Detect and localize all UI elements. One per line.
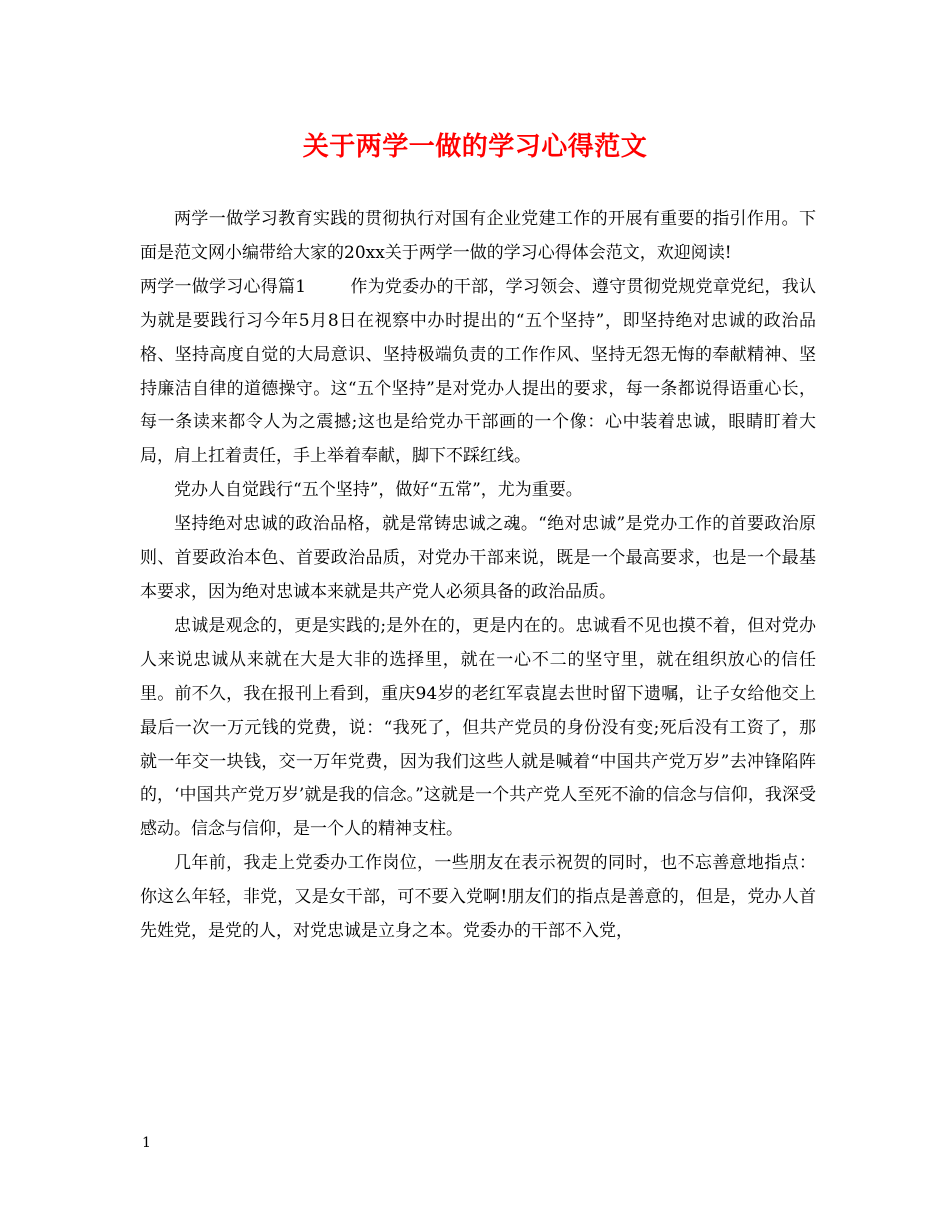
body-paragraph: 党办人自觉践行“五个坚持”，做好“五常”，尤为重要。 [174,480,583,501]
document-body [140,203,816,949]
body-paragraph: 坚持绝对忠诚的政治品格，就是常铸忠诚之魂。“绝对忠诚”是党办工作的首要政治原则、首要政治本色、首要政治品质，对党办干部来说，既是一个最高要求，也是一个最基本要求，因为绝对忠诚本来就是共产党人必须具备的政治品质。 [140,514,816,602]
intro-paragraph: 两学一做学习教育实践的贯彻执行对国有企业党建工作的开展有重要的指引作用。下面是范文网小编带给大家的20xx关于两学一做的学习心得体会范文，欢迎阅读! [140,209,816,263]
section-paragraph-1-text: 作为党委办的干部，学习领会、遵守贯彻党规党章党纪，我认为就是要践行习今年5月8日在视察中办时提出的“五个坚持”，即坚持绝对忠诚的政治品格、坚持高度自觉的大局意识、坚持极端负责的工作作风、坚持无怨无悔的奉献精神、坚持廉洁自律的道德操守。这“五个坚持”是对党办人提出的要求，每一条都说得语重心长，每一条读来都令人为之震撼;这也是给党办干部画的一个像：心中装着忠诚，眼睛盯着大局，肩上扛着责任，手上举着奉献，脚下不踩红线。 [140,276,816,467]
section-heading: 两学一做学习心得篇1 [140,276,307,297]
section-paragraph-1 [140,271,816,474]
body-paragraph: 忠诚是观念的，更是实践的;是外在的，更是内在的。忠诚看不见也摸不着，但对党办人来说忠诚从来就在大是大非的选择里，就在一心不二的坚守里，就在组织放心的信任里。前不久，我在报刊上看到，重庆94岁的老红军袁崑去世时留下遗嘱，让子女给他交上最后一次一万元钱的党费，说：“我死了，但共产党员的身份没有变;死后没有工资了，那就一年交一块钱，交一万年党费，因为我们这些人就是喊着“中国共产党万岁”去冲锋陷阵的，‘中国共产党万岁’就是我的信念。”这就是一个共产党人至死不渝的信念与信仰，我深受感动。信念与信仰，是一个人的精神支柱。 [140,615,816,840]
page-number: 1 [142,1135,151,1151]
document-title: 关于两学一做的学习心得范文 [302,132,648,162]
body-paragraph: 几年前，我走上党委办工作岗位，一些朋友在表示祝贺的同时，也不忘善意地指点：你这么年轻，非党，又是女干部，可不要入党啊!朋友们的指点是善意的，但是，党办人首先姓党，是党的人，对党忠诚是立身之本。党委办的干部不入党， [140,853,816,942]
